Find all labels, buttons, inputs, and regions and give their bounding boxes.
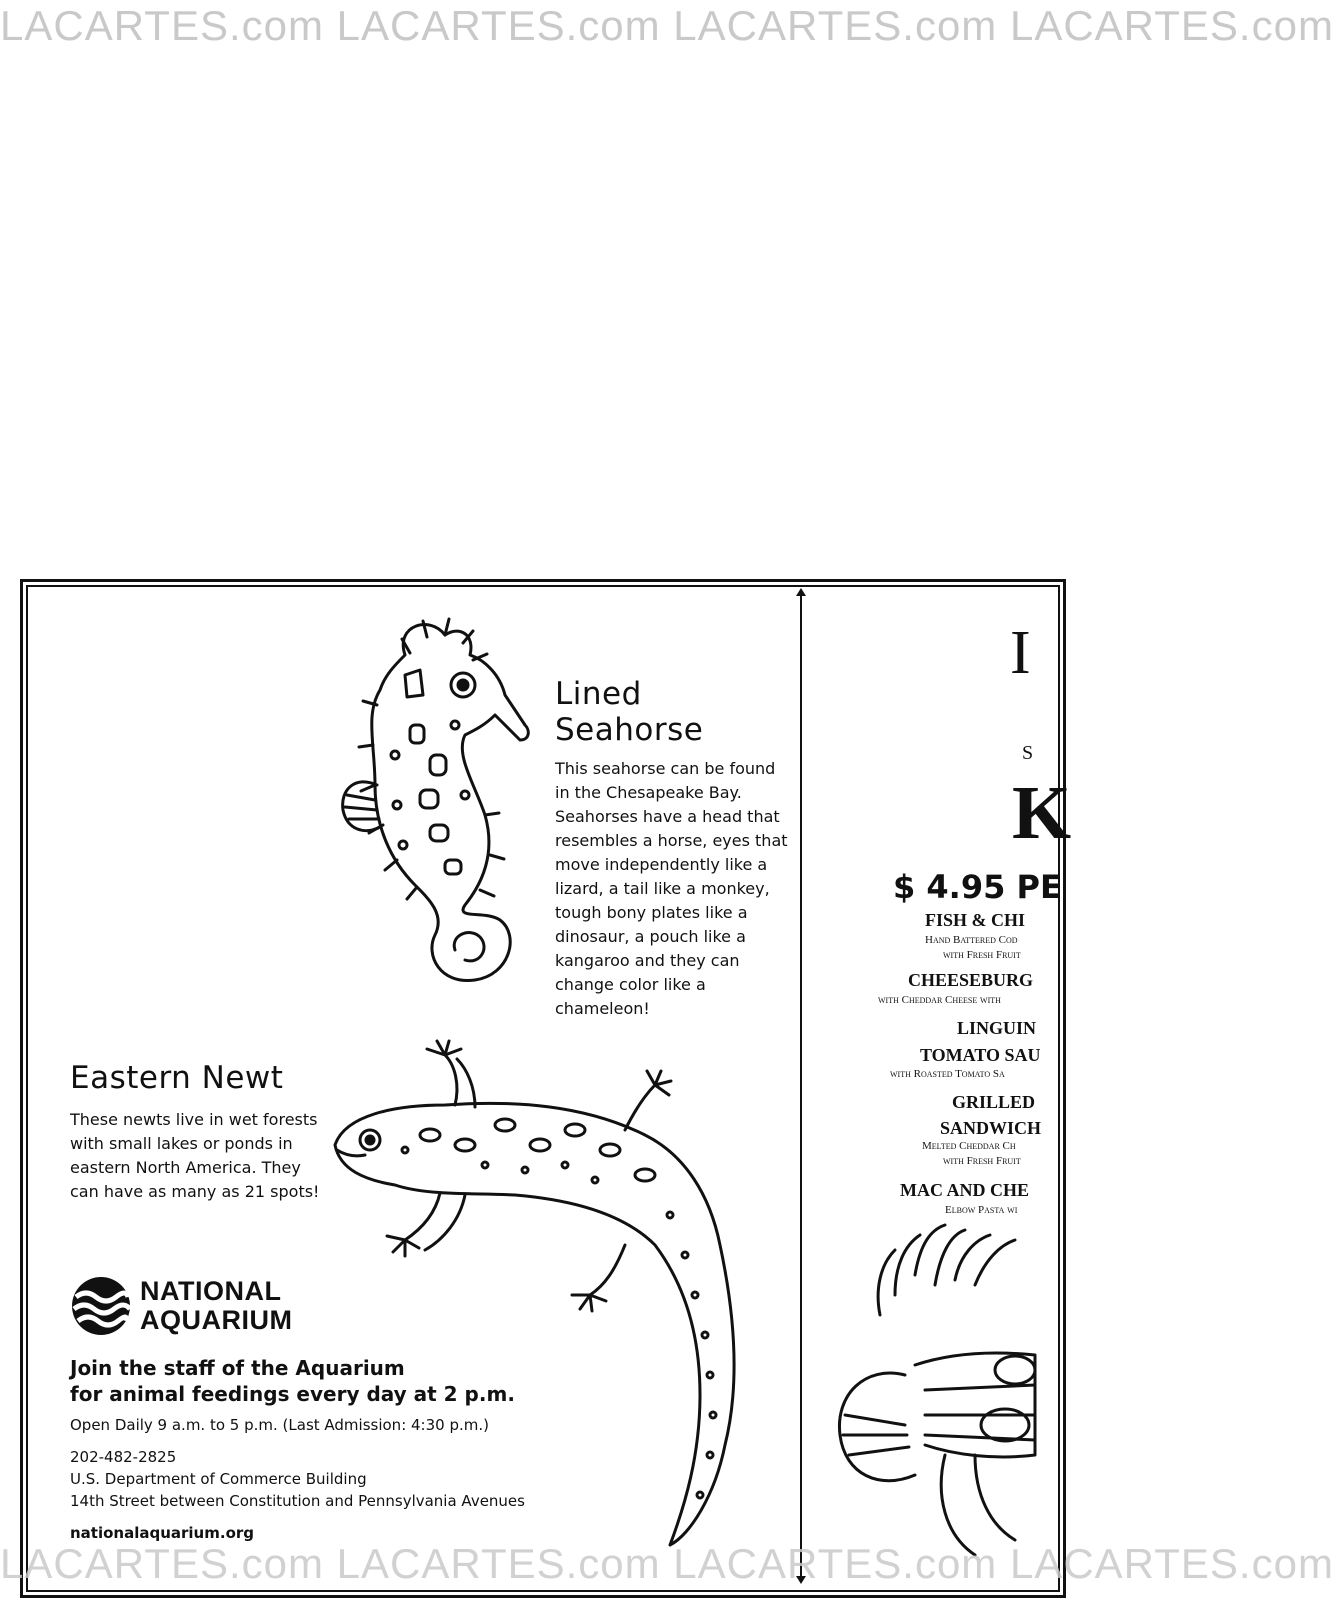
menu-subheading-letter: S bbox=[1022, 742, 1034, 764]
menu-heading-letter: I bbox=[1010, 619, 1031, 687]
seahorse-desc-line: Seahorses have a head that bbox=[555, 807, 780, 826]
menu-item-desc: Hand Battered Cod bbox=[925, 934, 1018, 946]
menu-item-name: LINGUIN bbox=[957, 1018, 1037, 1038]
menu-price: $ 4.95 PE bbox=[893, 868, 1062, 906]
phone-number: 202-482-2825 bbox=[70, 1448, 177, 1466]
menu-title-letter: K bbox=[1012, 771, 1072, 855]
feeding-line2: for animal feedings every day at 2 p.m. bbox=[70, 1382, 515, 1406]
national-aquarium-logo bbox=[70, 1275, 293, 1337]
building-name: U.S. Department of Commerce Building bbox=[70, 1470, 367, 1488]
menu-item-name: TOMATO SAU bbox=[920, 1045, 1041, 1065]
menu-item-desc: with Fresh Fruit bbox=[943, 1155, 1021, 1167]
menu-item-desc: with Roasted Tomato Sa bbox=[890, 1068, 1005, 1080]
logo-text-aquarium: AQUARIUM bbox=[140, 1305, 293, 1335]
lionfish-illustration bbox=[835, 1225, 1035, 1570]
street-address: 14th Street between Constitution and Pennsylvania Avenues bbox=[70, 1492, 525, 1510]
seahorse-desc-line: lizard, a tail like a monkey, bbox=[555, 879, 770, 898]
menu-item-desc: Melted Cheddar Ch bbox=[922, 1140, 1016, 1152]
aquarium-logo-icon bbox=[70, 1275, 132, 1337]
menu-item-desc: Elbow Pasta wi bbox=[945, 1204, 1018, 1216]
newt-desc-line: with small lakes or ponds in bbox=[70, 1134, 293, 1153]
feeding-line1: Join the staff of the Aquarium bbox=[70, 1356, 405, 1380]
seahorse-illustration bbox=[335, 615, 545, 1000]
website-link[interactable]: nationalaquarium.org bbox=[70, 1524, 255, 1542]
seahorse-title-line1: Lined bbox=[555, 676, 642, 712]
seahorse-desc-line: move independently like a bbox=[555, 855, 768, 874]
seahorse-desc-line: kangaroo and they can bbox=[555, 951, 740, 970]
newt-description bbox=[70, 1108, 340, 1204]
opening-hours: Open Daily 9 a.m. to 5 p.m. (Last Admission: 4:30 p.m.) bbox=[70, 1416, 489, 1434]
seahorse-title bbox=[555, 676, 703, 748]
watermark-top: LACARTES.com LACARTES.com LACARTES.com LACARTES.com bbox=[0, 2, 1334, 49]
contact-info bbox=[70, 1446, 525, 1512]
seahorse-desc-line: resembles a horse, eyes that bbox=[555, 831, 788, 850]
menu-item-name: SANDWICH bbox=[940, 1118, 1042, 1138]
menu-item-name: GRILLED bbox=[952, 1092, 1036, 1112]
seahorse-desc-line: This seahorse can be found bbox=[555, 759, 776, 778]
newt-desc-line: can have as many as 21 spots! bbox=[70, 1182, 320, 1201]
seahorse-desc-line: change color like a chameleon! bbox=[555, 975, 706, 1018]
seahorse-title-line2: Seahorse bbox=[555, 712, 704, 748]
newt-desc-line: eastern North America. They bbox=[70, 1158, 301, 1177]
watermark-bottom: LACARTES.com LACARTES.com LACARTES.com LACARTES.com bbox=[0, 1540, 1334, 1587]
fold-divider bbox=[800, 590, 802, 1582]
menu-item-desc: with Fresh Fruit bbox=[943, 949, 1021, 961]
seahorse-desc-line: tough bony plates like a bbox=[555, 903, 748, 922]
menu-item-desc: with Cheddar Cheese with bbox=[878, 994, 1001, 1006]
logo-text-national: NATIONAL bbox=[140, 1276, 282, 1306]
menu-item-name: MAC AND CHE bbox=[900, 1180, 1029, 1200]
seahorse-desc-line: dinosaur, a pouch like a bbox=[555, 927, 746, 946]
newt-title: Eastern Newt bbox=[70, 1060, 284, 1096]
menu-item-name: FISH & CHI bbox=[925, 910, 1026, 930]
seahorse-desc-line: in the Chesapeake Bay. bbox=[555, 783, 742, 802]
feeding-info bbox=[70, 1355, 515, 1407]
menu-item-name: CHEESEBURG bbox=[908, 970, 1034, 990]
newt-desc-line: These newts live in wet forests bbox=[70, 1110, 318, 1129]
seahorse-description bbox=[555, 757, 800, 1021]
